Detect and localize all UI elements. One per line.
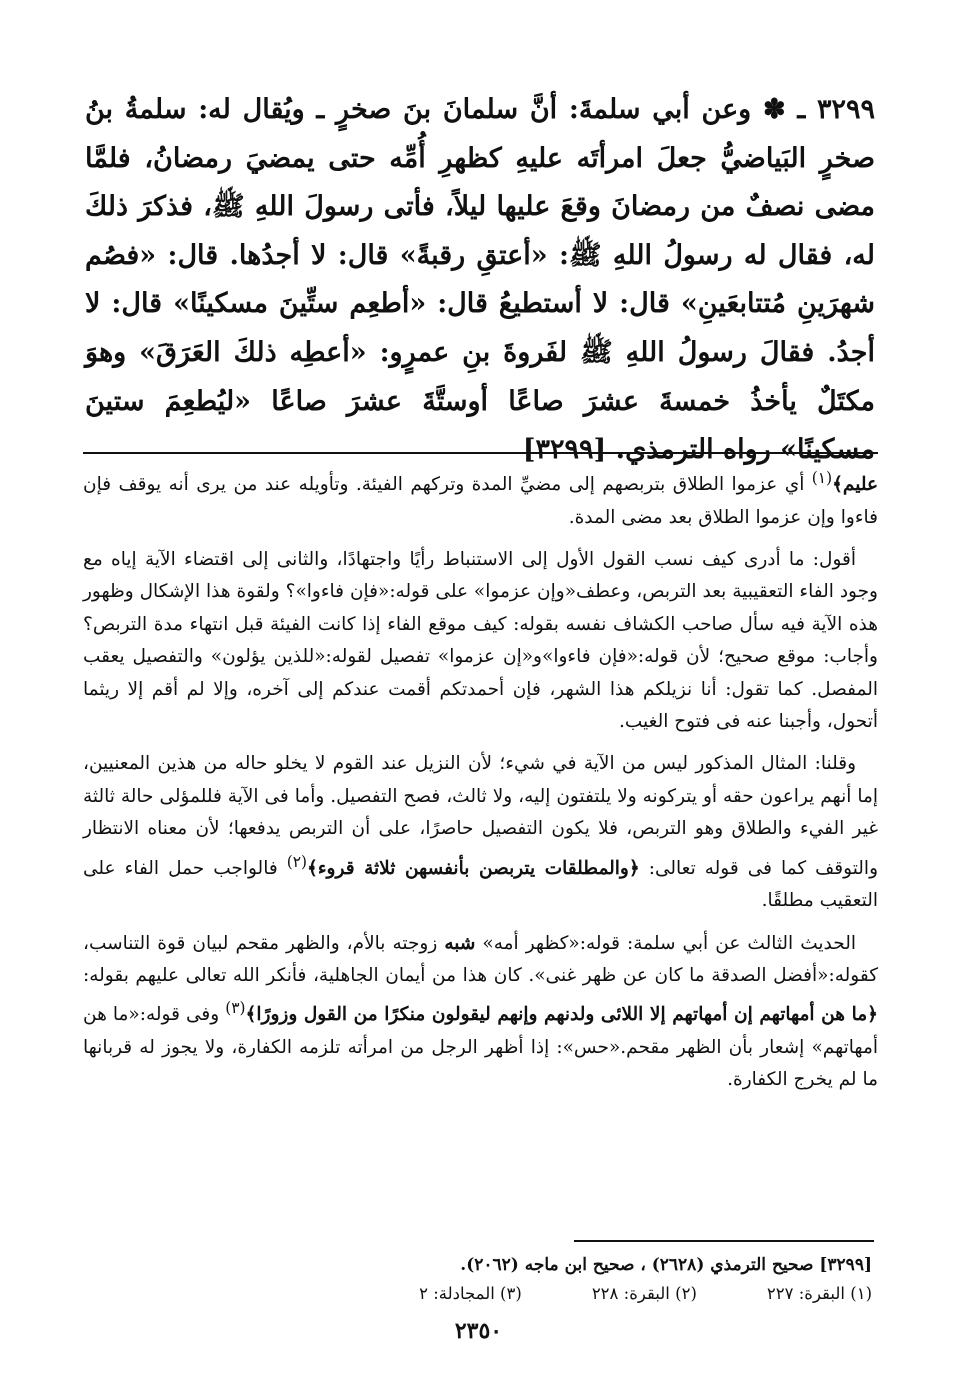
quran-quote: ﴿ما هن أمهاتهم إن أمهاتهم إلا اللائى ولدنهم وإنهم ليقولون منكرًا من القول وزورًا﴾: [245, 1004, 878, 1026]
paragraph-text: وقلنا: المثال المذكور ليس من الآية في شيء؛ لأن النزيل عند القوم لا يخلو حاله من هذين المعنيين، إما أنهم يراعون حقه أو يتركونه ولا يلتفتون إليه، ولا ثالث، فصح التفصيل. وأما فى الآية فللمؤلى حالة ثالثة غير الفيء والطلاق وهو التربص، فلا يكون التفصيل حاصرًا، على أن التربص يدفعها؛ لأن معناه الانتظار والتوقف كما فى قوله تعالى:: [83, 753, 879, 879]
commentary-paragraph-3: [83, 748, 878, 917]
paragraph-text: أي عزموا الطلاق بتربصهم إلى مضيِّ المدة وتركهم الفيئة. وتأويله عند من يرى أنه يوقف فإن فاءوا وإن عزموا الطلاق بعد مضى المدة.: [83, 474, 878, 528]
commentary-paragraph-1: [83, 462, 878, 534]
paragraph-text: وفى قوله:«ما هن أمهاتهم» إشعار بأن الظهر مقحم.«حس»: إذا أظهر الرجل من امرأته تلزمه الكفارة، ولا يجوز له قربانها ما لم يخرج الكفارة.: [83, 1004, 878, 1091]
paragraph-text: فالواجب حمل الفاء على التعقيب مطلقًا.: [83, 857, 878, 912]
footnote-divider: [574, 1240, 874, 1242]
paragraph-text: زوجته بالأم، والظهر مقحم لبيان قوة التناسب، كقوله:«أفضل الصدقة ما كان عن ظهر غنى». كان هذا من أيمان الجاهلية، فأنكر الله تعالى عليهم بقوله:: [83, 932, 878, 986]
footnote-ref: (١): [811, 469, 833, 487]
hadith-source-footnote: [٣٢٩٩] صحيح الترمذي (٢٦٢٨) ، صحيح ابن ماجه (٢٠٦٢).: [460, 1255, 872, 1275]
quran-quote: عليم﴾: [832, 474, 878, 496]
footnote-ref: (٢): [286, 852, 308, 871]
footnote-item: (٣) المجادلة: ٢: [419, 1284, 522, 1303]
bold-word: شبه: [444, 932, 476, 954]
commentary-paragraph-2: أقول: ما أدرى كيف نسب القول الأول إلى الاستنباط رأيًا واجتهادًا، والثانى إلى اقتضاء الآية إياه مع وجود الفاء التعقيبية بعد التربص، وعطف«وإن عزموا» على قوله:«فإن فاءوا»؟ ولقوة هذا الإشكال وظهور هذه الآية فيه سأل صاحب الكشاف نفسه بقوله: كيف موقع الفاء إذا كانت الفيئة قبل انتهاء مدة التربص؟ وأجاب: موقع صحيح؛ لأن قوله:«فإن فاءوا»و«إن عزموا» تفصيل لقوله:«للذين يؤلون» والتفصيل يعقب المفصل. كما تقول: أنا نزيلكم هذا الشهر، فإن أحمدتكم أقمت عندكم إلى آخره، وإلا لم أقم إلا ريثما أتحول، وأجبنا عنه فى فتوح الغيب.: [83, 548, 878, 732]
footnote-list: [172, 1280, 872, 1308]
section-divider: [83, 452, 878, 454]
footnote-item: (١) البقرة: ٢٢٧: [766, 1284, 872, 1303]
footnote-ref: (٣): [225, 999, 246, 1018]
page-number: ٢٣٥٠: [454, 1318, 503, 1344]
quran-quote: ﴿والمطلقات يتربصن بأنفسهن ثلاثة قروء﴾: [307, 857, 640, 879]
hadith-block: [85, 86, 875, 475]
footnote-item: (٢) البقرة: ٢٢٨: [591, 1284, 697, 1303]
commentary-block: [83, 462, 878, 1107]
paragraph-text: الحديث الثالث عن أبي سلمة: قوله:«كظهر أمه»: [475, 932, 856, 954]
hadith-text: ٣٢٩٩ ـ ✽ وعن أبي سلمةَ: أنَّ سلمانَ بنَ صخرٍ ـ ويُقال له: سلمةُ بنُ صخرٍ البَياضيُّ جعلَ امرأتَه عليهِ كظهرِ أُمِّه حتى يمضيَ رمضانُ، فلمَّا مضى نصفٌ من رمضانَ وقعَ عليها ليلاً، فأتى رسولَ اللهِ ﷺ، فذكرَ ذلكَ له، فقال له رسولُ اللهِ ﷺ: «أعتقِ رقبةً» قال: لا أجدُها. قال: «فصُم شهرَينِ مُتتابعَينِ» قال: لا أستطيعُ قال: «أطعِم ستِّينَ مسكينًا» قال: لا أجدُ. فقالَ رسولُ اللهِ ﷺ لفَروةَ بنِ عمرٍو: «أعطِه ذلكَ العَرَقَ» وهوَ مكتَلٌ يأخذُ خمسةَ عشرَ صاعًا أوستَّةَ عشرَ صاعًا «ليُطعِمَ ستينَ مسكينًا» رواه الترمذي. [٣٢٩٩]: [85, 94, 875, 466]
commentary-paragraph-4: [83, 928, 878, 1097]
